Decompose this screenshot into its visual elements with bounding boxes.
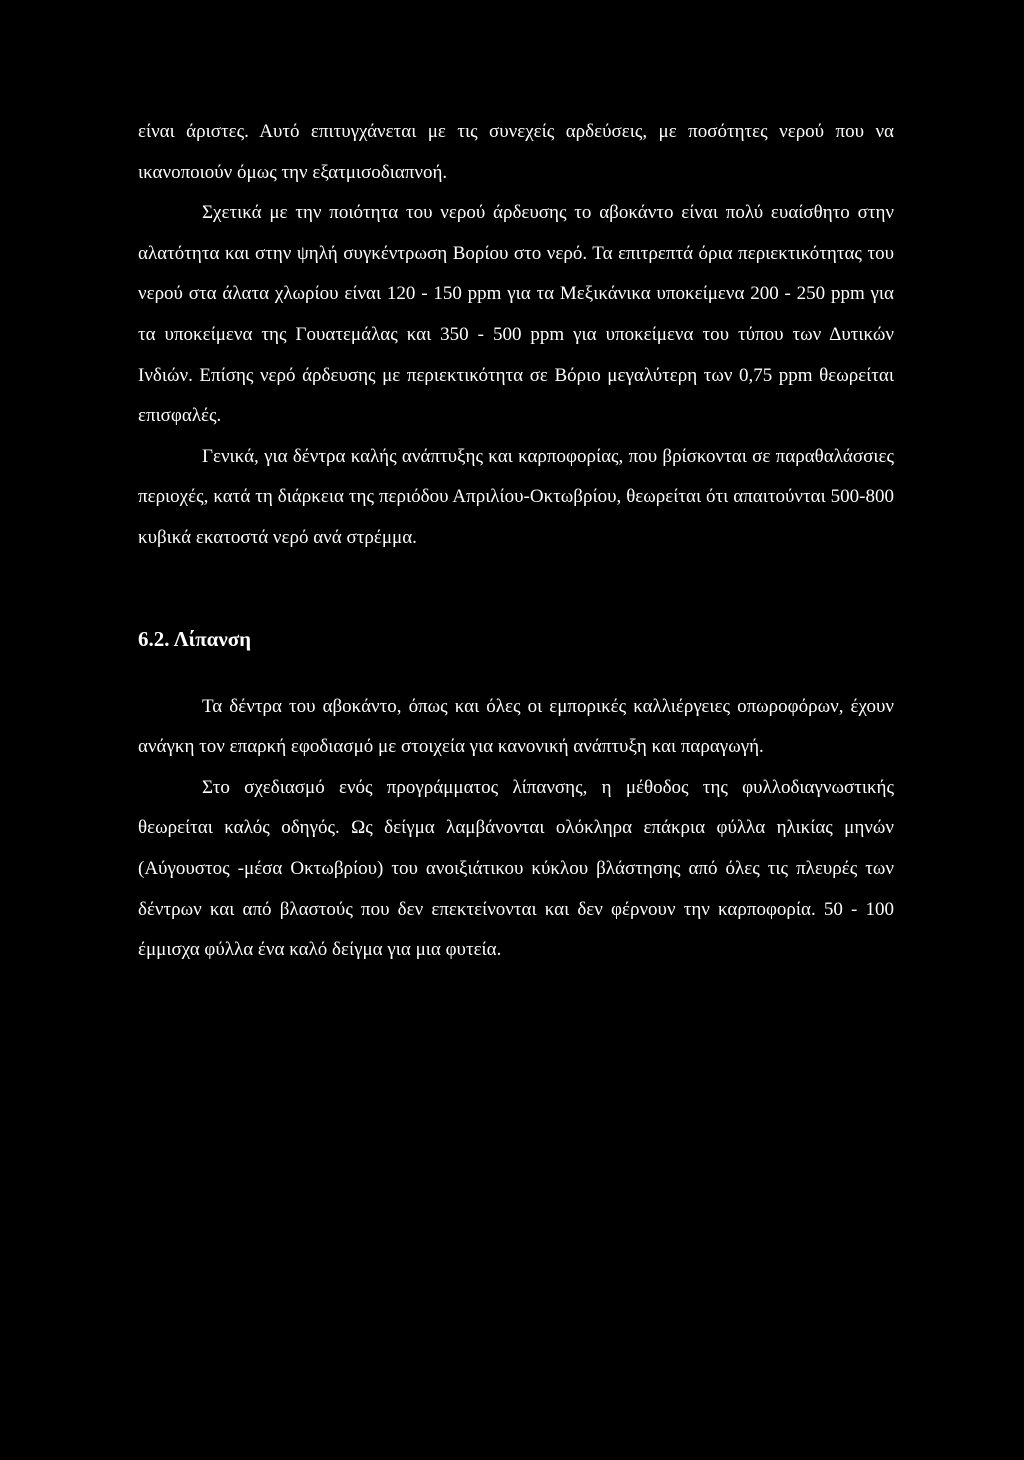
paragraph-irrigation-intro: είναι άριστες. Αυτό επιτυγχάνεται με τις συνεχείς αρδεύσεις, με ποσότητες νερού που να ικανοποιούν όμως την εξατμισοδιαπνοή.: [138, 121, 894, 183]
section-heading-fertilization: 6.2. Λίπανση: [138, 626, 252, 651]
paragraph-water-requirements: Γενικά, για δέντρα καλής ανάπτυξης και καρποφορίας, που βρίσκονται σε παραθαλάσσιες περιοχές, κατά τη διάρκεια της περιόδου Απριλίου-Οκτωβρίου, θεωρείται ότι απαιτούνται 500-800 κυβικά εκατοστά νερό ανά στρέμμα.: [138, 445, 894, 548]
paragraph-water-quality: Σχετικά με την ποιότητα του νερού άρδευσης το αβοκάντο είναι πολύ ευαίσθητο στην αλατότητα και στην ψηλή συγκέντρωση Βορίου στο νερό. Τα επιτρεπτά όρια περιεκτικότητας του νερού στα άλατα χλωρίου είναι 120 - 150 ppm για τα Μεξικάνικα υποκείμενα 200 - 250 ppm για τα υποκείμενα της Γουατεμάλας και 350 - 500 ppm για υποκείμενα του τύπου των Δυτικών Ινδιών. Επίσης νερό άρδευσης με περιεκτικότητα σε Βόριο μεγαλύτερη των 0,75 ppm θεωρείται επισφαλές.: [138, 202, 894, 427]
paragraph-fertilization-need: Τα δέντρα του αβοκάντο, όπως και όλες οι εμπορικές καλλιέργειες οπωροφόρων, έχουν ανάγκη τον επαρκή εφοδιασμό με στοιχεία για κανονική ανάπτυξη και παραγωγή.: [138, 695, 894, 758]
paragraph-leaf-analysis: Στο σχεδιασμό ενός προγράμματος λίπανσης, η μέθοδος της φυλλοδιαγνωστικής θεωρείται καλός οδηγός. Ως δείγμα λαμβάνονται ολόκληρα επάκρια φύλλα ηλικίας μηνών (Αύγουστος -μέσα Οκτωβρίου) του ανοιξιάτικου κύκλου βλάστησης από όλες τις πλευρές των δέντρων και από βλαστούς που δεν επεκτείνονται και δεν φέρνουν την καρποφορία. 50 - 100 έμμισχα φύλλα ένα καλό δείγμα για μια φυτεία.: [138, 776, 894, 961]
document-page: [138, 112, 894, 971]
